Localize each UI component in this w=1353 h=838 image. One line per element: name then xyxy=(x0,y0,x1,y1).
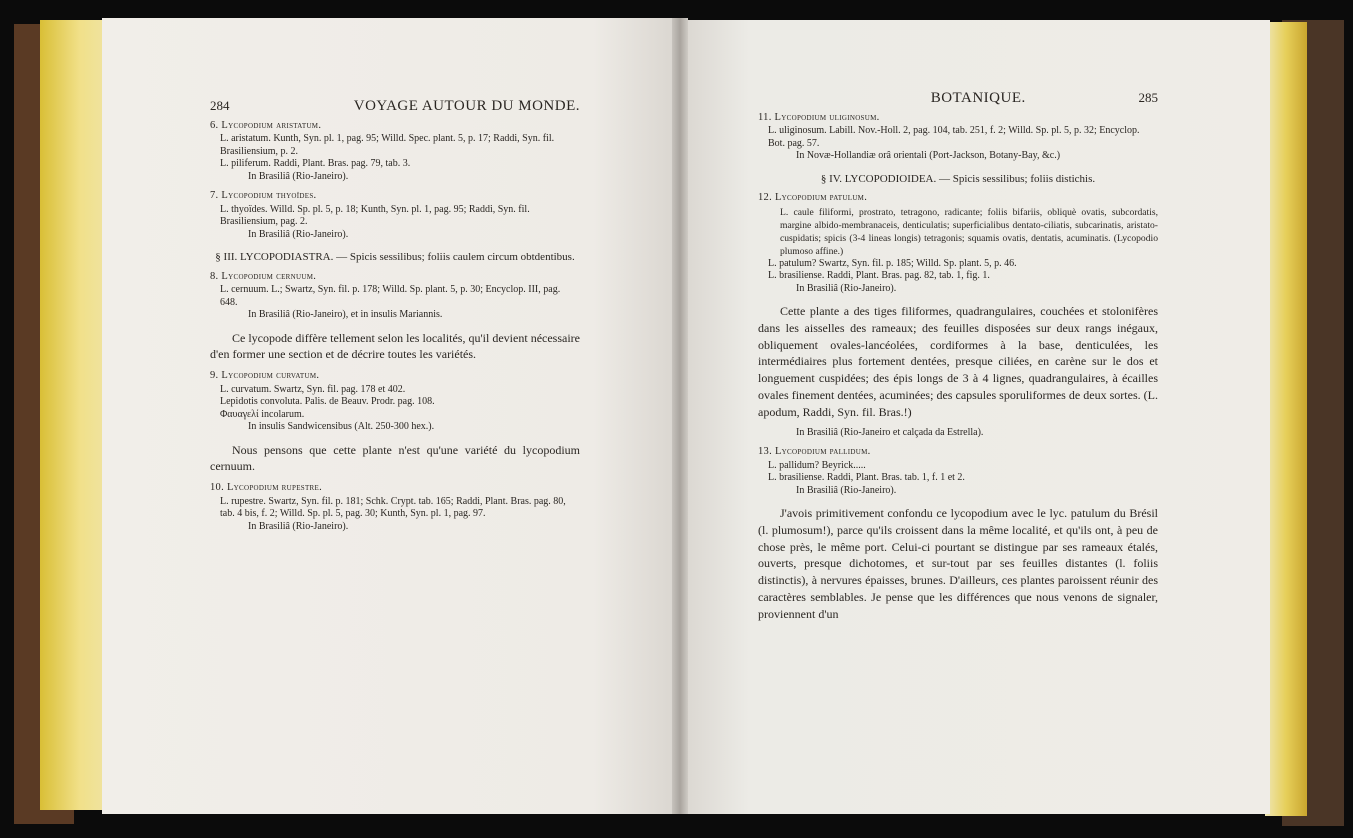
entry-heading: 9. Lycopodium curvatum. xyxy=(210,370,320,382)
left-running-head xyxy=(210,100,580,113)
entry-10 xyxy=(210,482,580,533)
synonym-line: L. brasiliense. Raddi, Plant. Bras. tab. 1, f. 1 et 2. xyxy=(768,472,965,484)
synonym-line: L. piliferum. Raddi, Plant. Bras. pag. 79, tab. 3. xyxy=(220,158,411,169)
entry-heading: 11. Lycopodium uliginosum. xyxy=(758,111,880,123)
locality-line: In Brasiliâ (Rio-Janeiro). xyxy=(796,282,897,294)
synonym-line: L. patulum? Swartz, Syn. fil. p. 185; Willd. Sp. plant. 5, p. 46. xyxy=(768,257,1017,269)
entry-heading: 7. Lycopodium thyoïdes. xyxy=(210,190,317,201)
entry-heading: 10. Lycopodium rupestre. xyxy=(210,482,323,494)
section-heading-iii: § III. LYCOPODIASTRA. — Spicis sessilibus; foliis caulem circum obtdentibus. xyxy=(215,251,575,263)
synonym-line: L. pallidum? Beyrick..... xyxy=(768,459,866,471)
page-edges-right xyxy=(1265,22,1307,816)
body-paragraph: Ce lycopode diffère tellement selon les localités, qu'il devient nécessaire d'en former une section et de décrire toutes les variétés. xyxy=(210,330,580,362)
entry-heading: 6. Lycopodium aristatum. xyxy=(210,119,322,131)
entry-8 xyxy=(210,271,580,322)
entry-heading: 12. Lycopodium patulum. xyxy=(758,192,868,203)
page-edges-left xyxy=(40,20,106,810)
locality-line: In Novæ-Hollandiæ orâ orientali (Port-Jackson, Botany-Bay, &c.) xyxy=(796,150,1061,161)
synonym-line: Φαυαγελί incolarum. xyxy=(220,408,305,420)
body-paragraph: Cette plante a des tiges filiformes, quadrangulaires, couchées et stolonifères dans les aisselles des rameaux; des feuilles disposées sur deux rangs inégaux, obliquement ovales-lancéolées, cordiformes à la base, denticulées, les intermédiaires plus fortement dentées, presque ciliées, en carène sur le dos et longuement cuspidées; des épis longs de 3 à 4 lignes, quadrangulaires, à écailles ovales finement dentées, acuminées; des capsules sporuliformes de deux sortes. (L. apodum, Raddi, Syn. fil. Bras.!) xyxy=(758,304,1158,419)
synonym-line: L. thyoïdes. Willd. Sp. pl. 5, p. 18; Kunth, Syn. pl. 1, pag. 95; Raddi, Syn. fil. Brasiliensium, pag. 2. xyxy=(220,203,530,227)
section-heading-iv: § IV. LYCOPODIOIDEA. — Spicis sessilibus; foliis distichis. xyxy=(820,172,1096,185)
entry-12 xyxy=(758,192,1158,295)
synonym-line: L. uliginosum. Labill. Nov.-Holl. 2, pag. 104, tab. 251, f. 2; Willd. Sp. pl. 5, p. 32; Encyclop. Bot. pag. 57. xyxy=(768,125,1140,149)
synonym-line: L. brasiliense. Raddi, Plant. Bras. pag. 82, tab. 1, fig. 1. xyxy=(768,270,990,281)
entry-heading: 13. Lycopodium pallidum. xyxy=(758,446,871,458)
left-running-title: VOYAGE AUTOUR DU MONDE. xyxy=(353,98,580,114)
entry-heading: 8. Lycopodium cernuum. xyxy=(210,270,317,282)
right-page-text xyxy=(758,92,1158,623)
locality-line: In Brasiliâ (Rio-Janeiro). xyxy=(248,228,349,240)
entry-13 xyxy=(758,446,1158,497)
right-running-title: BOTANIQUE. xyxy=(930,90,1026,106)
locality-line: In Brasiliâ (Rio-Janeiro). xyxy=(796,484,897,496)
body-paragraph: Nous pensons que cette plante n'est qu'une variété du lycopodium cernuum. xyxy=(210,442,580,474)
locality-line: In insulis Sandwicensibus (Alt. 250-300 hex.). xyxy=(248,421,435,433)
right-page-number: 285 xyxy=(1138,90,1158,105)
synonym-line: L. aristatum. Kunth, Syn. pl. 1, pag. 95; Willd. Spec. plant. 5, p. 17; Raddi, Syn. fil. Brasiliensium, p. 2. xyxy=(220,133,555,157)
locality-line: In Brasiliâ (Rio-Janeiro), et in insulis Mariannis. xyxy=(248,309,443,320)
left-page-text xyxy=(210,100,580,533)
locality-line: In Brasiliâ (Rio-Janeiro et calçada da Estrella). xyxy=(796,426,984,438)
synonym-line: L. curvatum. Swartz, Syn. fil. pag. 178 et 402. xyxy=(220,383,406,395)
entry-11 xyxy=(758,112,1158,163)
left-page-number: 284 xyxy=(210,98,230,113)
synonym-line: Lepidotis convoluta. Palis. de Beauv. Prodr. pag. 108. xyxy=(220,396,435,408)
synonym-line: L. rupestre. Swartz, Syn. fil. p. 181; Schk. Crypt. tab. 165; Raddi, Plant. Bras. pag. 80, tab. 4 bis, f. 2; Willd. Sp. pl. 5, pag. 30; Kunth, Syn. pl. 1, pag. 97. xyxy=(220,495,566,520)
book-gutter xyxy=(672,18,688,814)
entry-6 xyxy=(210,120,580,184)
locality-line: In Brasiliâ (Rio-Janeiro). xyxy=(248,170,349,182)
right-running-head xyxy=(758,92,1158,105)
entry-7 xyxy=(210,190,580,241)
entry-9 xyxy=(210,370,580,434)
synonym-line: L. cernuum. L.; Swartz, Syn. fil. p. 178; Willd. Sp. plant. 5, p. 30; Encyclop. III, pag. 648. xyxy=(220,284,561,308)
species-description: L. caule filiformi, prostrato, tetragono, radicante; foliis bifariis, obliquè ovatis, subcordatis, margine albido-membranaceis, denticulatis; superficialibus dentato-ciliatis, subcarinatis, aristato-cuspidatis; spicis (3-4 lineas longis) tetragonis; squamis ovatis, dentatis, acuminatis. (Lycopodio plumoso affine.) xyxy=(780,206,1158,257)
body-paragraph: J'avois primitivement confondu ce lycopodium avec le lyc. patulum du Brésil (l. plumosum!), parce qu'ils croissent dans la même localité, et qu'ils ont, à peu de chose près, le même port. Celui-ci pourtant se distingue par ses rameaux étalés, ouverts, presque dichotomes, et sur-tout par ses feuilles distantes (l. foliis distinctis), à nervures épaisses, brunes. D'ailleurs, ces plantes paroissent réunir des caractères semblables. Je pense que les différences que nous venons de signaler, proviennent d'un xyxy=(758,506,1158,621)
locality-line: In Brasiliâ (Rio-Janeiro). xyxy=(248,520,349,532)
